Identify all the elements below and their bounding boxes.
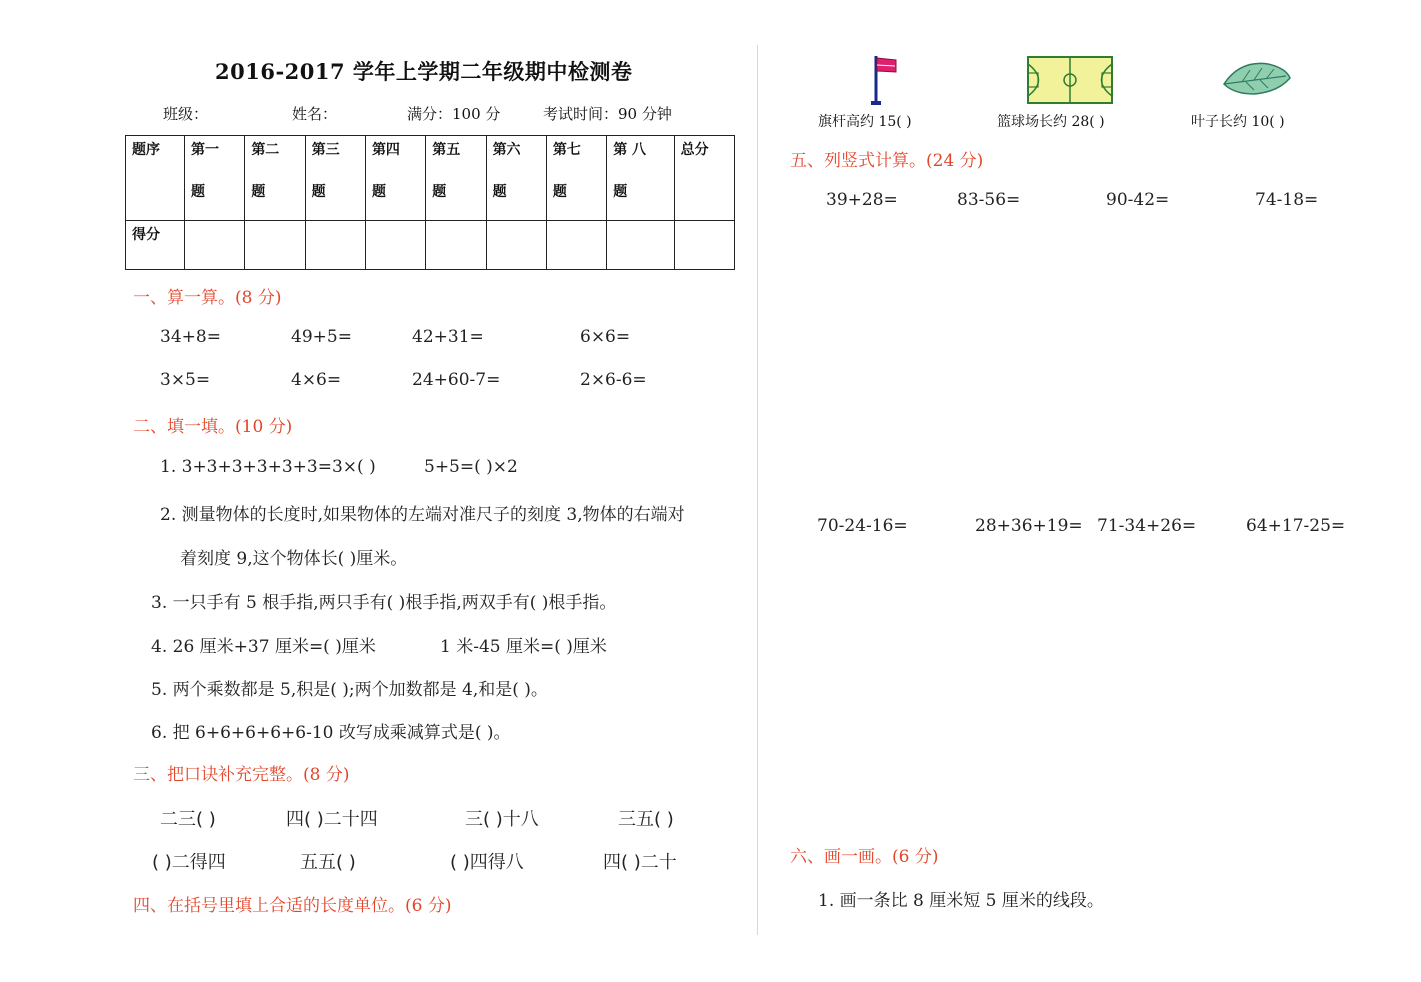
question-1a: 1. 3+3+3+3+3+3=3×( ) (160, 457, 376, 477)
problem-item: 83-56= (957, 190, 1021, 210)
question-draw-line: 1. 画一条比 8 厘米短 5 厘米的线段。 (818, 891, 1104, 911)
question-5: 5. 两个乘数都是 5,积是( );两个加数都是 4,和是( )。 (151, 680, 548, 700)
question-1b: 5+5=( )×2 (424, 457, 518, 477)
verse-item: 五五( ) (300, 852, 356, 873)
court-label: 篮球场长约 28( ) (997, 114, 1105, 130)
section3-heading: 三、把口诀补充完整。(8 分) (133, 765, 350, 785)
problem-item: 2×6-6= (580, 370, 647, 390)
section5-heading: 五、列竖式计算。(24 分) (790, 151, 984, 171)
column-divider (757, 45, 758, 935)
problem-item: 3×5= (160, 370, 211, 390)
verse-item: 二三( ) (160, 809, 216, 830)
section1-heading: 一、算一算。(8 分) (133, 288, 282, 308)
problem-item: 34+8= (160, 327, 221, 347)
score-input-cell[interactable] (546, 221, 606, 270)
class-label: 班级： (163, 105, 209, 123)
verse-item: ( )四得八 (450, 852, 524, 873)
name-label: 姓名： (292, 105, 338, 123)
problem-item: 42+31= (412, 327, 484, 347)
table-cell: 第二 题 (245, 136, 305, 221)
problem-item: 28+36+19= (975, 516, 1083, 536)
section4-heading: 四、在括号里填上合适的长度单位。(6 分) (133, 896, 452, 916)
full-score-label: 满分：100 分 (407, 105, 501, 123)
verse-item: ( )二得四 (152, 852, 226, 873)
question-4a: 4. 26 厘米+37 厘米=( )厘米 (151, 637, 376, 657)
score-input-cell[interactable] (486, 221, 546, 270)
flag-label: 旗杆高约 15( ) (818, 114, 912, 130)
leaf-label: 叶子长约 10( ) (1191, 114, 1285, 130)
table-cell: 第四 题 (365, 136, 425, 221)
score-table-score-row (126, 221, 735, 270)
problem-item: 6×6= (580, 327, 631, 347)
question-2b: 着刻度 9,这个物体长( )厘米。 (180, 549, 408, 569)
basketball-court-icon (1027, 56, 1113, 104)
leaf-icon (1220, 58, 1292, 98)
question-3: 3. 一只手有 5 根手指,两只手有( )根手指,两双手有( )根手指。 (151, 593, 617, 613)
table-cell: 第 八 题 (607, 136, 674, 221)
table-cell: 题序 (126, 136, 185, 221)
score-input-cell[interactable] (305, 221, 365, 270)
section2-heading: 二、填一填。(10 分) (133, 417, 293, 437)
question-4b: 1 米-45 厘米=( )厘米 (440, 637, 607, 657)
page-title: 2016-2017 学年上学期二年级期中检测卷 (215, 59, 633, 84)
problem-item: 70-24-16= (817, 516, 908, 536)
score-input-cell[interactable] (185, 221, 245, 270)
problem-item: 49+5= (291, 327, 352, 347)
problem-item: 39+28= (826, 190, 898, 210)
verse-item: 四( )二十 (603, 852, 677, 873)
score-input-cell[interactable] (426, 221, 486, 270)
score-table (125, 135, 735, 270)
section6-heading: 六、画一画。(6 分) (790, 847, 939, 867)
table-cell: 得分 (126, 221, 185, 270)
score-input-cell[interactable] (674, 221, 734, 270)
table-cell: 第五 题 (426, 136, 486, 221)
problem-item: 74-18= (1255, 190, 1319, 210)
problem-item: 24+60-7= (412, 370, 501, 390)
problem-item: 71-34+26= (1097, 516, 1197, 536)
verse-item: 三( )十八 (465, 809, 539, 830)
question-6: 6. 把 6+6+6+6+6-10 改写成乘减算式是( )。 (151, 723, 511, 743)
score-input-cell[interactable] (365, 221, 425, 270)
score-input-cell[interactable] (245, 221, 305, 270)
table-cell: 第六 题 (486, 136, 546, 221)
flag-icon (862, 52, 902, 106)
verse-item: 三五( ) (618, 809, 674, 830)
problem-item: 4×6= (291, 370, 342, 390)
question-2a: 2. 测量物体的长度时,如果物体的左端对准尺子的刻度 3,物体的右端对 (160, 505, 685, 525)
exam-time-label: 考试时间：90 分钟 (543, 105, 672, 123)
table-cell: 第七 题 (546, 136, 606, 221)
problem-item: 64+17-25= (1246, 516, 1346, 536)
verse-item: 四( )二十四 (286, 809, 378, 830)
table-cell: 总分 (674, 136, 734, 221)
score-input-cell[interactable] (607, 221, 674, 270)
table-cell: 第一 题 (185, 136, 245, 221)
table-cell: 第三 题 (305, 136, 365, 221)
problem-item: 90-42= (1106, 190, 1170, 210)
score-table-header-row (126, 136, 735, 221)
